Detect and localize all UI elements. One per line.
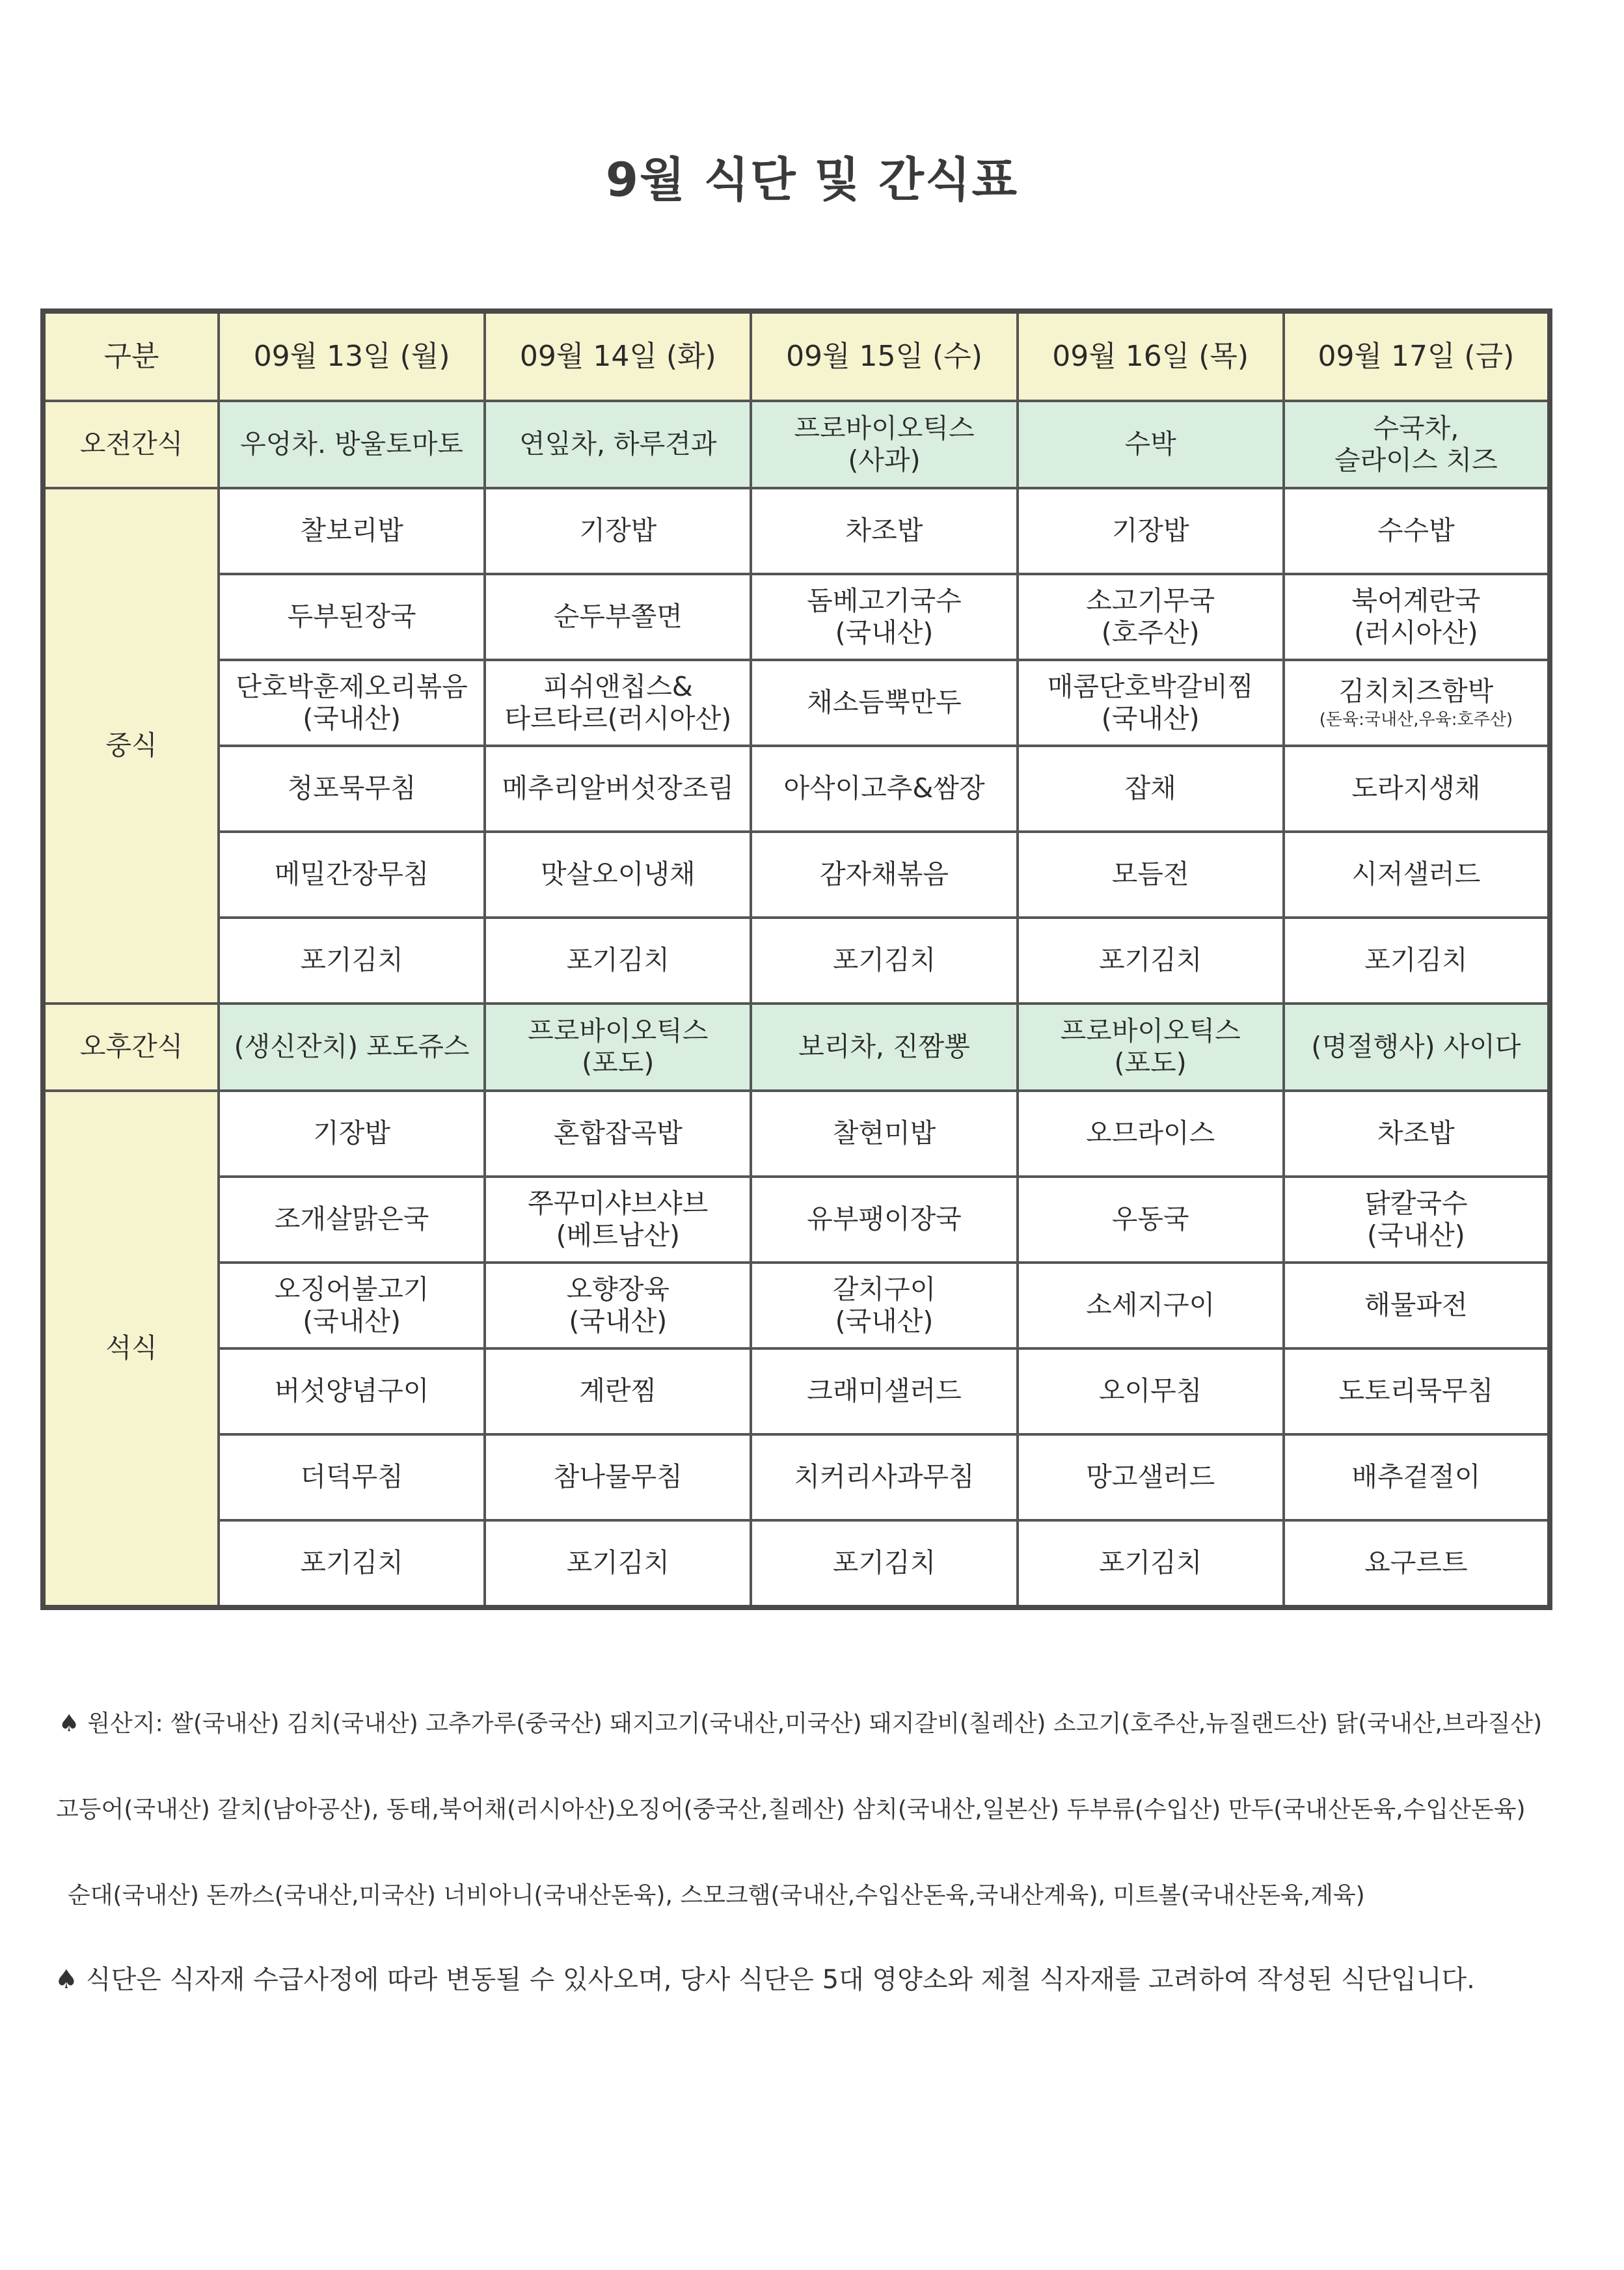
dinner-cell: 오향장육 (국내산) — [485, 1263, 751, 1348]
header-day: 09월 17일 (금) — [1284, 311, 1550, 401]
morning-snack-cell: 수국차, 슬라이스 치즈 — [1284, 401, 1550, 488]
dinner-cell: 포기김치 — [751, 1520, 1017, 1607]
spade-icon: ♠ — [55, 1965, 78, 1995]
dinner-cell: 포기김치 — [1018, 1520, 1284, 1607]
dinner-cell: 버섯양념구이 — [219, 1348, 485, 1434]
morning-snack-label: 오전간식 — [43, 401, 219, 488]
lunch-cell: 포기김치 — [219, 918, 485, 1004]
lunch-cell: 기장밥 — [1018, 488, 1284, 574]
afternoon-snack-cell: (명절행사) 사이다 — [1284, 1004, 1550, 1091]
dinner-cell: 찰현미밥 — [751, 1091, 1017, 1177]
morning-snack-cell: 프로바이오틱스 (사과) — [751, 401, 1017, 488]
morning-snack-cell: 수박 — [1018, 401, 1284, 488]
spade-icon: ♠ — [59, 1710, 80, 1737]
lunch-cell-text: 김치치즈함박 — [1338, 675, 1494, 707]
lunch-cell: 포기김치 — [485, 918, 751, 1004]
lunch-row — [43, 488, 1550, 574]
lunch-cell: 차조밥 — [751, 488, 1017, 574]
menu-table — [40, 308, 1552, 1610]
dinner-cell: 도토리묵무침 — [1284, 1348, 1550, 1434]
dinner-cell: 오이무침 — [1018, 1348, 1284, 1434]
morning-snack-cell: 연잎차, 하루견과 — [485, 401, 751, 488]
header-row — [43, 311, 1550, 401]
dinner-cell: 치커리사과무침 — [751, 1434, 1017, 1520]
lunch-cell: 수수밥 — [1284, 488, 1550, 574]
lunch-cell: 순두부쫄면 — [485, 574, 751, 660]
dinner-label: 석식 — [43, 1091, 219, 1607]
afternoon-snack-cell: 프로바이오틱스 (포도) — [1018, 1004, 1284, 1091]
lunch-row — [43, 574, 1550, 660]
lunch-cell: 두부된장국 — [219, 574, 485, 660]
dinner-row — [43, 1520, 1550, 1607]
afternoon-snack-row — [43, 1004, 1550, 1091]
dinner-cell: 조개살맑은국 — [219, 1177, 485, 1263]
lunch-label: 중식 — [43, 488, 219, 1004]
morning-snack-row — [43, 401, 1550, 488]
dinner-row — [43, 1348, 1550, 1434]
header-day: 09월 14일 (화) — [485, 311, 751, 401]
notice-line — [55, 1959, 1475, 1996]
dinner-row — [43, 1091, 1550, 1177]
dinner-row — [43, 1177, 1550, 1263]
lunch-cell: 채소듬뿍만두 — [751, 660, 1017, 746]
lunch-cell: 포기김치 — [1284, 918, 1550, 1004]
lunch-cell: 찰보리밥 — [219, 488, 485, 574]
origin-footnote: (돈육:국내산,우육:호주산) — [1319, 710, 1513, 730]
dinner-cell: 우동국 — [1018, 1177, 1284, 1263]
dinner-cell: 소세지구이 — [1018, 1263, 1284, 1348]
lunch-cell: 메추리알버섯장조림 — [485, 746, 751, 832]
dinner-cell: 차조밥 — [1284, 1091, 1550, 1177]
dinner-row — [43, 1434, 1550, 1520]
dinner-cell: 오징어불고기 (국내산) — [219, 1263, 485, 1348]
dinner-cell: 닭칼국수 (국내산) — [1284, 1177, 1550, 1263]
lunch-cell: 감자채볶음 — [751, 832, 1017, 918]
dinner-cell: 해물파전 — [1284, 1263, 1550, 1348]
dinner-cell: 참나물무침 — [485, 1434, 751, 1520]
dinner-cell: 쭈꾸미샤브샤브 (베트남산) — [485, 1177, 751, 1263]
lunch-cell: 메밀간장무침 — [219, 832, 485, 918]
dinner-cell: 기장밥 — [219, 1091, 485, 1177]
lunch-cell: 모듬전 — [1018, 832, 1284, 918]
dinner-row — [43, 1263, 1550, 1348]
dinner-cell: 망고샐러드 — [1018, 1434, 1284, 1520]
lunch-cell-with-footnote — [1284, 660, 1550, 746]
header-day: 09월 13일 (월) — [219, 311, 485, 401]
afternoon-snack-cell: 프로바이오틱스 (포도) — [485, 1004, 751, 1091]
lunch-cell: 시저샐러드 — [1284, 832, 1550, 918]
lunch-cell: 포기김치 — [751, 918, 1017, 1004]
dinner-cell: 계란찜 — [485, 1348, 751, 1434]
lunch-cell: 매콤단호박갈비찜 (국내산) — [1018, 660, 1284, 746]
dinner-cell: 포기김치 — [485, 1520, 751, 1607]
afternoon-snack-cell: (생신잔치) 포도쥬스 — [219, 1004, 485, 1091]
dinner-cell: 유부팽이장국 — [751, 1177, 1017, 1263]
dinner-cell: 더덕무침 — [219, 1434, 485, 1520]
origin-note-text: 원산지: 쌀(국내산) 김치(국내산) 고추가루(중국산) 돼지고기(국내산,미국산) 돼지갈비(칠레산) 소고기(호주산,뉴질랜드산) 닭(국내산,브라질산) — [87, 1710, 1543, 1737]
header-day: 09월 15일 (수) — [751, 311, 1017, 401]
lunch-cell: 아삭이고추&쌈장 — [751, 746, 1017, 832]
lunch-row — [43, 918, 1550, 1004]
origin-note-line-1 — [59, 1705, 1542, 1738]
page-title: 9월 식단 및 간식표 — [605, 152, 1019, 207]
header-day: 09월 16일 (목) — [1018, 311, 1284, 401]
header-category: 구분 — [43, 311, 219, 401]
lunch-cell: 북어계란국 (러시아산) — [1284, 574, 1550, 660]
origin-note-line-2: 고등어(국내산) 갈치(남아공산), 동태,북어채(러시아산)오징어(중국산,칠레산) 삼치(국내산,일본산) 두부류(수입산) 만두(국내산돈육,수입산돈육) — [56, 1796, 1526, 1823]
lunch-cell: 청포묵무침 — [219, 746, 485, 832]
lunch-row — [43, 660, 1550, 746]
lunch-cell: 잡채 — [1018, 746, 1284, 832]
dinner-cell: 포기김치 — [219, 1520, 485, 1607]
dinner-cell: 요구르트 — [1284, 1520, 1550, 1607]
afternoon-snack-label: 오후간식 — [43, 1004, 219, 1091]
lunch-row — [43, 832, 1550, 918]
lunch-cell: 도라지생채 — [1284, 746, 1550, 832]
lunch-cell: 돔베고기국수 (국내산) — [751, 574, 1017, 660]
notice-text: 식단은 식자재 수급사정에 따라 변동될 수 있사오며, 당사 식단은 5대 영양소와 제철 식자재를 고려하여 작성된 식단입니다. — [85, 1965, 1475, 1995]
origin-note-line-3: 순대(국내산) 돈까스(국내산,미국산) 너비아니(국내산돈육), 스모크햄(국내산,수입산돈육,국내산계육), 미트볼(국내산돈육,계육) — [68, 1882, 1365, 1909]
dinner-cell: 갈치구이 (국내산) — [751, 1263, 1017, 1348]
dinner-cell: 오므라이스 — [1018, 1091, 1284, 1177]
dinner-cell: 크래미샐러드 — [751, 1348, 1017, 1434]
lunch-cell: 기장밥 — [485, 488, 751, 574]
morning-snack-cell: 우엉차. 방울토마토 — [219, 401, 485, 488]
lunch-cell: 피쉬앤칩스& 타르타르(러시아산) — [485, 660, 751, 746]
lunch-row — [43, 746, 1550, 832]
lunch-cell: 단호박훈제오리볶음 (국내산) — [219, 660, 485, 746]
lunch-cell: 맛살오이냉채 — [485, 832, 751, 918]
dinner-cell: 배추겉절이 — [1284, 1434, 1550, 1520]
afternoon-snack-cell: 보리차, 진짬뽕 — [751, 1004, 1017, 1091]
dinner-cell: 혼합잡곡밥 — [485, 1091, 751, 1177]
lunch-cell: 포기김치 — [1018, 918, 1284, 1004]
lunch-cell: 소고기무국 (호주산) — [1018, 574, 1284, 660]
